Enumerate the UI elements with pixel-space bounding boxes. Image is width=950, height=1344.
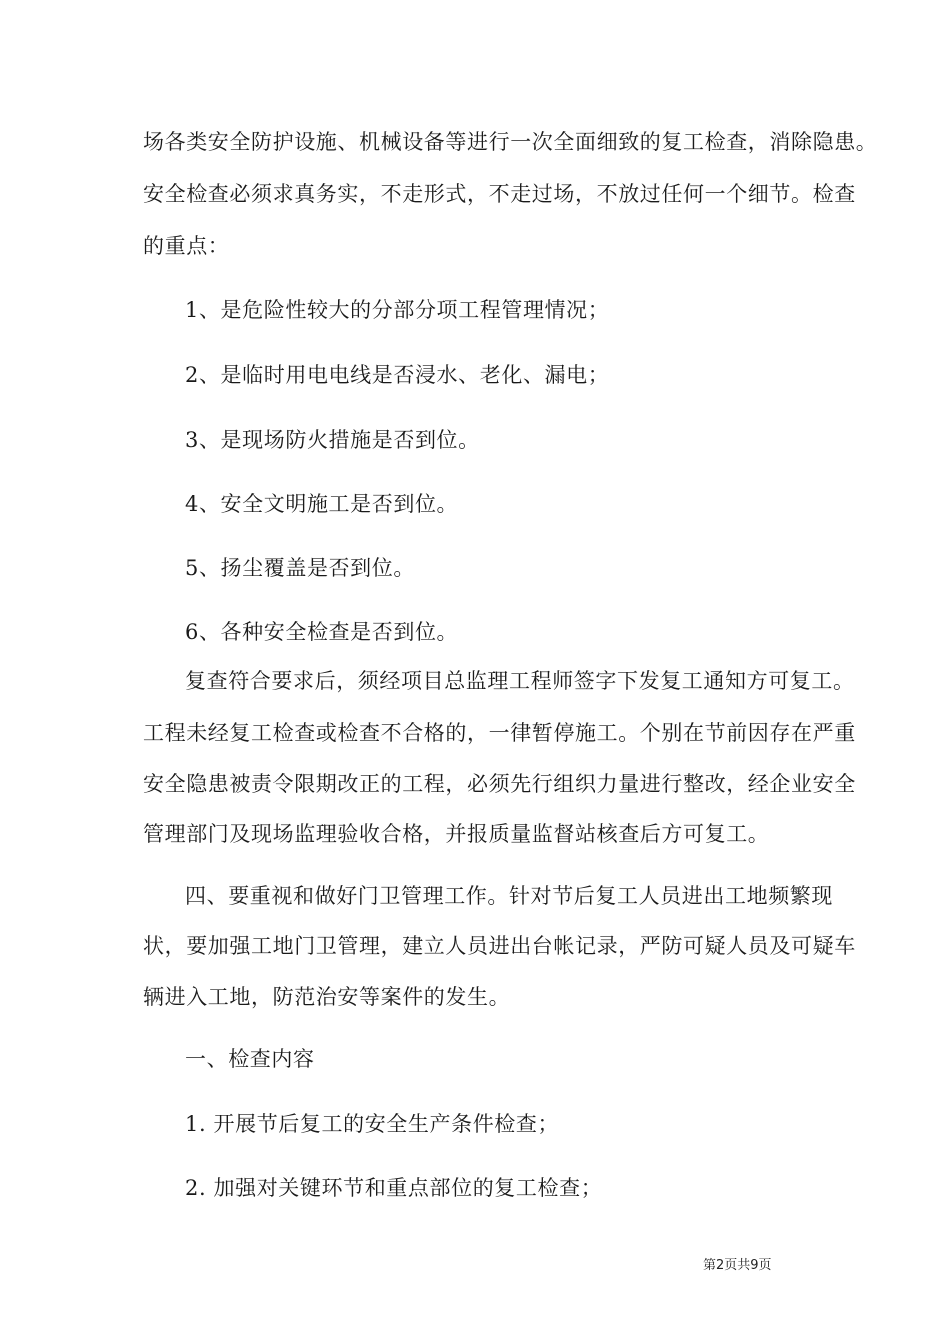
page-number: 第2页共9页 <box>703 1258 772 1273</box>
section-paragraph-line: 状，要加强工地门卫管理，建立人员进出台帐记录，严防可疑人员及可疑车 <box>143 934 856 958</box>
check-point-item: 6、各种安全检查是否到位。 <box>185 620 459 644</box>
check-content-item: 2. 加强对关键环节和重点部位的复工检查； <box>185 1176 603 1200</box>
body-text-line: 管理部门及现场监理验收合格，并报质量监督站核查后方可复工。 <box>143 822 770 846</box>
body-text-line: 复查符合要求后，须经项目总监理工程师签字下发复工通知方可复工。 <box>185 669 855 693</box>
body-text-line: 场各类安全防护设施、机械设备等进行一次全面细致的复工检查，消除隐患。 <box>143 130 878 154</box>
body-text-line: 工程未经复工检查或检查不合格的，一律暂停施工。个别在节前因存在严重 <box>143 721 856 745</box>
check-content-item: 1. 开展节后复工的安全生产条件检查； <box>185 1112 560 1136</box>
check-point-item: 2、是临时用电电线是否浸水、老化、漏电； <box>185 363 610 387</box>
section-heading: 一、检查内容 <box>185 1047 315 1071</box>
body-text-line: 的重点： <box>143 234 230 258</box>
check-point-item: 1、是危险性较大的分部分项工程管理情况； <box>185 298 610 322</box>
body-text-line: 安全检查必须求真务实，不走形式，不走过场，不放过任何一个细节。检查 <box>143 182 856 206</box>
check-point-item: 4、安全文明施工是否到位。 <box>185 492 459 516</box>
body-text-line: 安全隐患被责令限期改正的工程，必须先行组织力量进行整改，经企业安全 <box>143 772 856 796</box>
check-point-item: 5、扬尘覆盖是否到位。 <box>185 556 415 580</box>
check-point-item: 3、是现场防火措施是否到位。 <box>185 428 480 452</box>
section-paragraph-line: 辆进入工地，防范治安等案件的发生。 <box>143 985 511 1009</box>
section-paragraph-line: 四、要重视和做好门卫管理工作。针对节后复工人员进出工地频繁现 <box>185 884 833 908</box>
